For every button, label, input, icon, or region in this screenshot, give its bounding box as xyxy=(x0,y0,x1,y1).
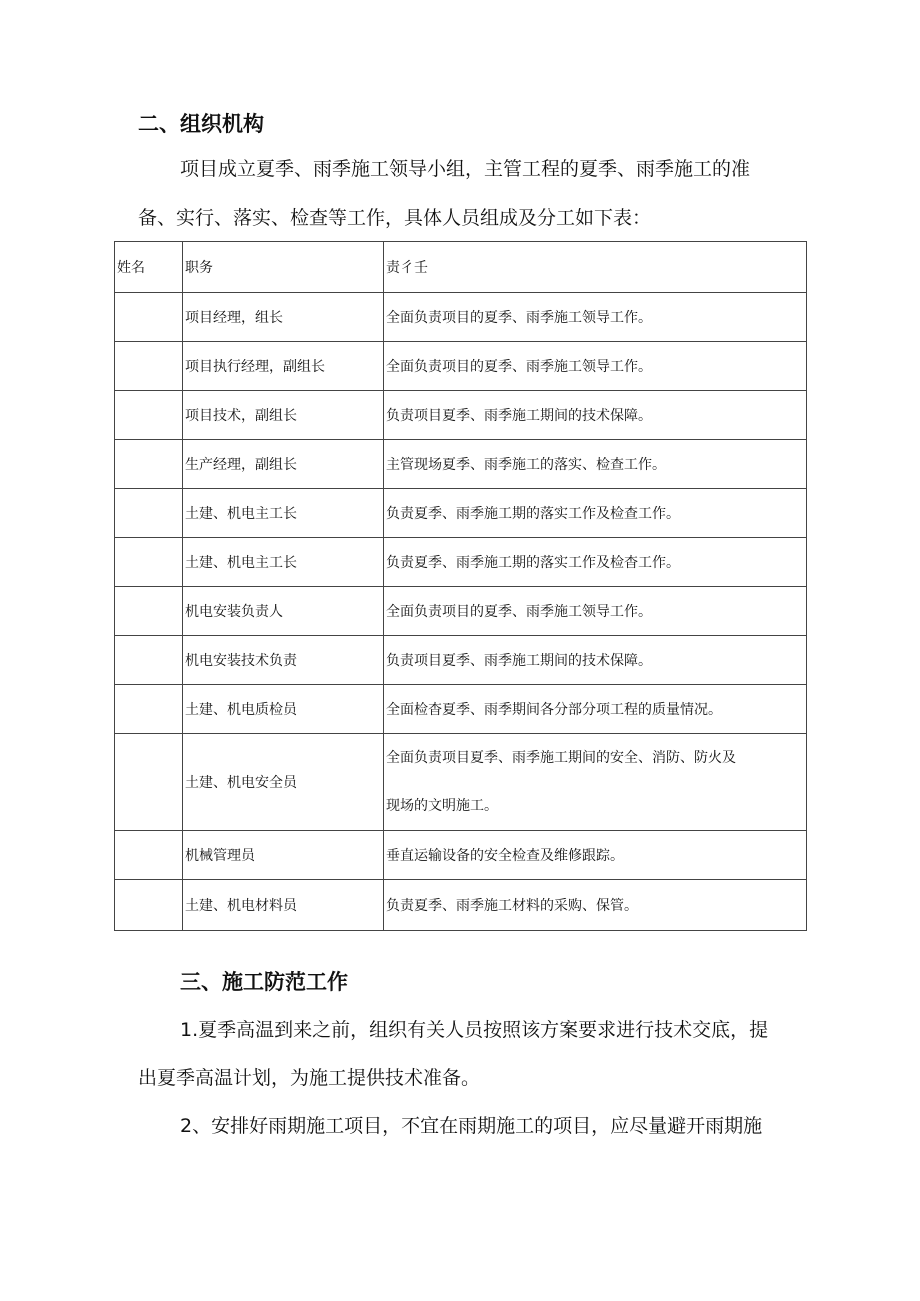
section-2-paragraph-line-1: 项目成立夏季、雨季施工领导小组，主管工程的夏季、雨季施工的准 xyxy=(180,158,751,180)
cell-position: 土建、机电主工长 xyxy=(183,489,384,538)
cell-position: 项目技术，副组长 xyxy=(183,391,384,440)
table-row xyxy=(115,489,807,538)
cell-duty: 负责夏季、雨季施工期的落实工作及检查工作。 xyxy=(384,489,807,538)
table-row xyxy=(115,440,807,489)
cell-position: 机电安装负责人 xyxy=(183,587,384,636)
section-2-heading: 二、组织机构 xyxy=(138,112,264,136)
section-3-item-2-line-1: 2、安排好雨期施工项目，不宜在雨期施工的项目，应尽量避开雨期施 xyxy=(180,1115,763,1137)
cell-position: 土建、机电主工长 xyxy=(183,538,384,587)
cell-duty: 垂直运输设备的安全检查及维修跟踪。 xyxy=(384,831,807,880)
cell-name xyxy=(115,391,183,440)
cell-duty: 全面检杳夏季、雨季期间各分部分项工程的质量情况。 xyxy=(384,685,807,734)
cell-name xyxy=(115,831,183,880)
table-row xyxy=(115,342,807,391)
cell-name xyxy=(115,538,183,587)
cell-position: 项目执行经理，副组长 xyxy=(183,342,384,391)
table-row xyxy=(115,391,807,440)
table-row xyxy=(115,587,807,636)
header-duty: 责彳壬 xyxy=(384,242,807,293)
table-row xyxy=(115,293,807,342)
cell-name xyxy=(115,587,183,636)
table-row xyxy=(115,880,807,931)
cell-name xyxy=(115,440,183,489)
section-3-item-1-line-1: 1.夏季高温到来之前，组织有关人员按照该方案要求进行技术交底，提 xyxy=(180,1019,769,1041)
cell-duty: 负责夏季、雨季施工期的落实工作及检杳工作。 xyxy=(384,538,807,587)
cell-position: 土建、机电质检员 xyxy=(183,685,384,734)
cell-name xyxy=(115,734,183,831)
cell-name xyxy=(115,685,183,734)
cell-duty: 全面负责项目的夏季、雨季施工领导工作。 xyxy=(384,342,807,391)
header-position: 职务 xyxy=(183,242,384,293)
table-row xyxy=(115,538,807,587)
cell-position: 机械管理员 xyxy=(183,831,384,880)
cell-name xyxy=(115,636,183,685)
section-3-item-1-line-2: 出夏季高温计划，为施工提供技术准备。 xyxy=(138,1067,481,1089)
cell-name xyxy=(115,489,183,538)
cell-duty xyxy=(384,734,807,831)
cell-duty-line-1: 全面负责项目夏季、雨季施工期间的安全、消防、防火及 xyxy=(386,750,736,766)
section-3-heading: 三、施工防范工作 xyxy=(180,970,348,994)
cell-position: 项目经理，组长 xyxy=(183,293,384,342)
table-row xyxy=(115,734,807,831)
cell-position: 生产经理，副组长 xyxy=(183,440,384,489)
cell-duty: 负责项目夏季、雨季施工期间的技术保障。 xyxy=(384,636,807,685)
cell-name xyxy=(115,342,183,391)
header-name: 姓名 xyxy=(115,242,183,293)
section-2-paragraph-line-2: 备、实行、落实、检查等工作，具体人员组成及分工如下表： xyxy=(138,207,652,229)
cell-position: 土建、机电材料员 xyxy=(183,880,384,931)
cell-name xyxy=(115,293,183,342)
cell-duty: 负责项目夏季、雨季施工期间的技术保障。 xyxy=(384,391,807,440)
table-row xyxy=(115,685,807,734)
organization-table xyxy=(114,241,807,931)
cell-duty: 全面负责项目的夏季、雨季施工领导工作。 xyxy=(384,587,807,636)
cell-duty: 全面负责项目的夏季、雨季施工领导工作。 xyxy=(384,293,807,342)
cell-position: 土建、机电安全员 xyxy=(183,734,384,831)
table-row xyxy=(115,831,807,880)
cell-duty: 主管现场夏季、雨季施工的落实、检查工作。 xyxy=(384,440,807,489)
cell-name xyxy=(115,880,183,931)
table-row xyxy=(115,636,807,685)
cell-position: 机电安装技术负责 xyxy=(183,636,384,685)
cell-duty: 负责夏季、雨季施工材料的采购、保管。 xyxy=(384,880,807,931)
table-header-row xyxy=(115,242,807,293)
cell-duty-line-2: 现场的文明施工。 xyxy=(386,798,498,814)
